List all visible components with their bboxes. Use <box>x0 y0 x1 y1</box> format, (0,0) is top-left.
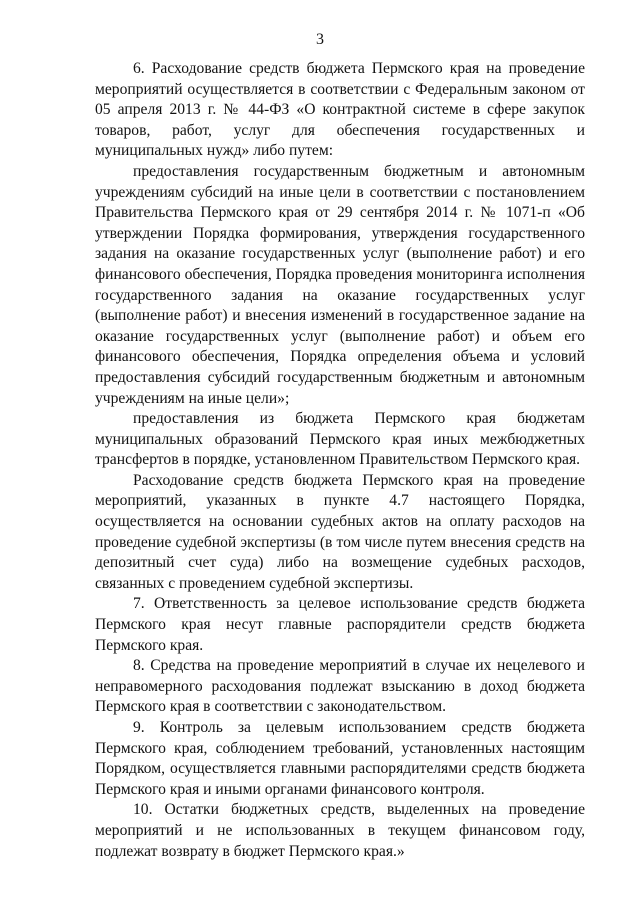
paragraph-subsidies: предоставления государственным бюджетным и автономным учреждениям субсидий на иные цели в соответствии с постановлением Правительства Пермского края от 29 сентября 2014 г. № 1071-п «Об утверждении Порядка формирования, утверждения государственного задания на оказание государственных услуг (выполнение работ) и его финансового обеспечения, Порядка проведения мониторинга исполнения государственного задания на оказание государственных услуг (выполнение работ) и внесения изменений в государственное задание на оказание государственных услуг (выполнение работ) и объем его финансового обеспечения, Порядка определения объема и условий предоставления субсидий государственным бюджетным и автономным учреждениям на иные цели»; <box>95 162 585 407</box>
paragraph-9: 9. Контроль за целевым использованием средств бюджета Пермского края, соблюдением требований, установленных настоящим Порядком, осуществляется главными распорядителями средств бюджета Пермского края и иными органами финансового контроля. <box>95 719 585 798</box>
paragraph-8: 8. Средства на проведение мероприятий в случае их нецелевого и неправомерного расходования подлежат взысканию в доход бюджета Пермского края в соответствии с законодательством. <box>95 657 585 716</box>
paragraph-7: 7. Ответственность за целевое использование средств бюджета Пермского края несут главные распорядители средств бюджета Пермского края. <box>95 595 585 654</box>
paragraph-6: 6. Расходование средств бюджета Пермского края на проведение мероприятий осуществляется в соответствии с Федеральным законом от 05 апреля 2013 г. № 44-ФЗ «О контрактной системе в сфере закупок товаров, работ, услуг для обеспечения государственных и муниципальных нужд» либо путем: <box>95 60 585 160</box>
page-number: 3 <box>316 31 324 48</box>
paragraph-transfers: предоставления из бюджета Пермского края бюджетам муниципальных образований Пермского края иных межбюджетных трансфертов в порядке, установленном Правительством Пермского края. <box>95 410 585 469</box>
paragraph-expertise: Расходование средств бюджета Пермского края на проведение мероприятий, указанных в пункте 4.7 настоящего Порядка, осуществляется на основании судебных актов на оплату расходов на проведение судебной экспертизы (в том числе путем внесения средств на депозитный счет суда) либо на возмещение судебных расходов, связанных с проведением судебной экспертизы. <box>95 471 585 592</box>
paragraph-10: 10. Остатки бюджетных средств, выделенных на проведение мероприятий и не использованных в текущем финансовом году, подлежат возврату в бюджет Пермского края.» <box>95 801 585 860</box>
document-body <box>95 59 585 862</box>
